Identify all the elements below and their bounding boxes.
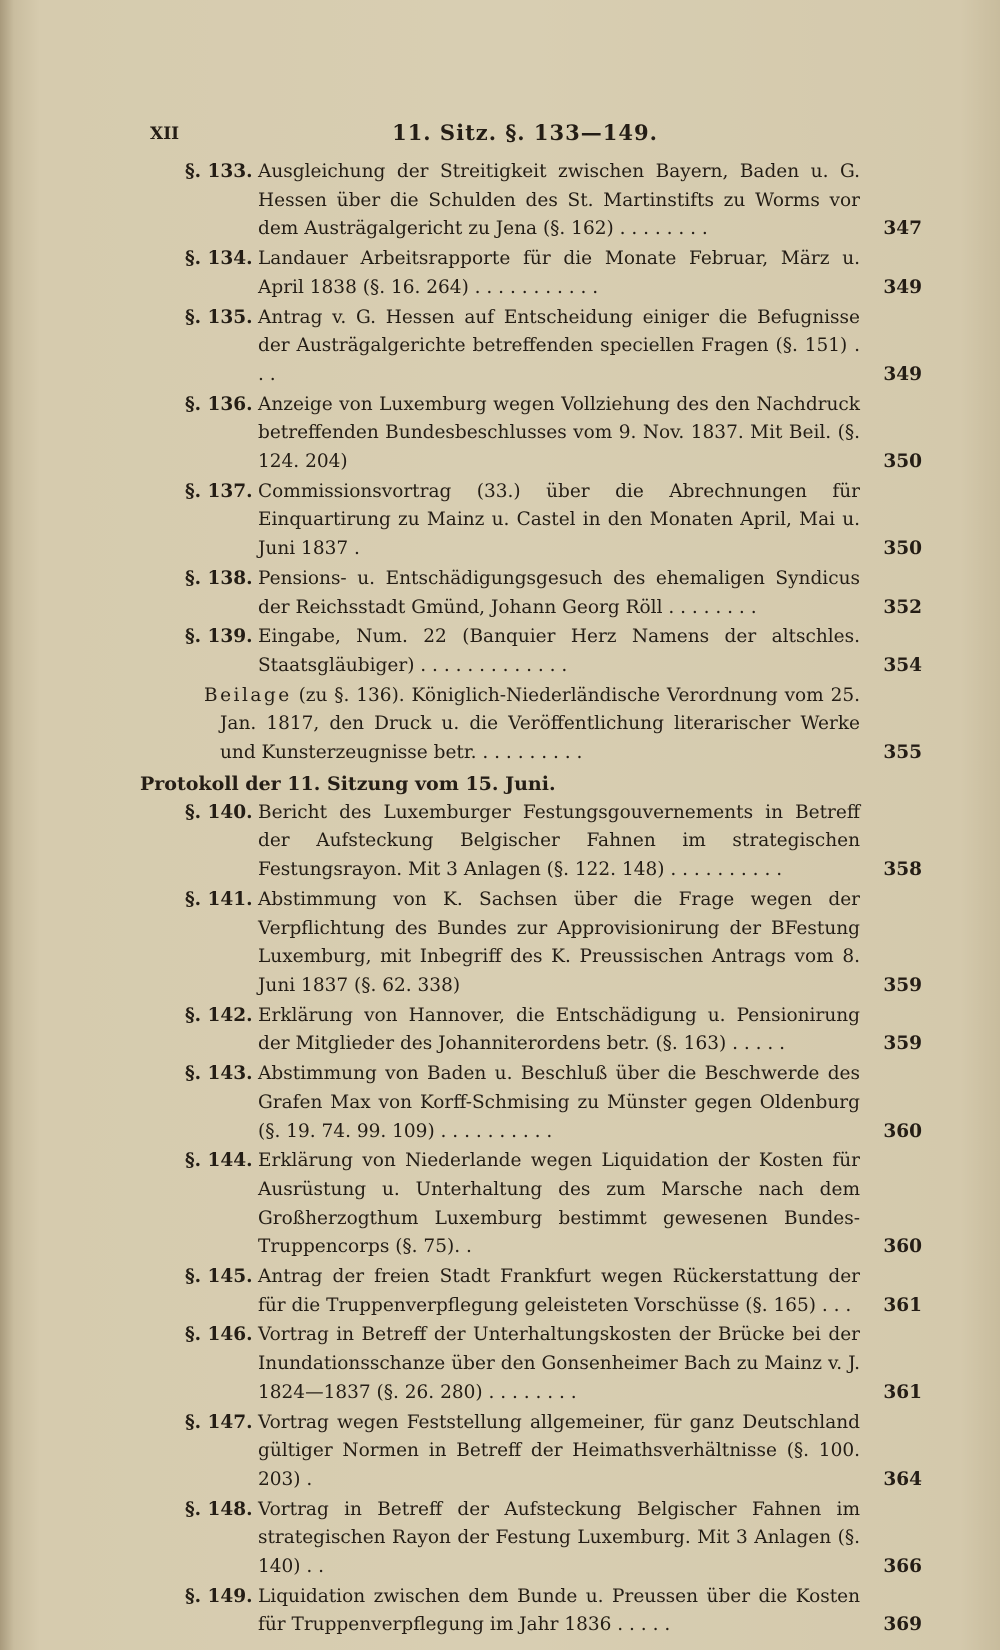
entry-page: 360 (883, 1236, 922, 1258)
entry-page: 350 (883, 538, 922, 560)
entry-page: 364 (883, 1468, 922, 1490)
toc-entry-134 (185, 245, 922, 302)
entry-text: Vortrag in Betreff der Aufsteckung Belgischer Fahnen im strategischen Rayon der Festung Luxemburg. Mit 3 Anlagen (§. 140) . . (258, 1498, 860, 1578)
section-number: §. 135. (185, 306, 253, 328)
entry-text: Pensions- u. Entschädigungsgesuch des ehemaligen Syndicus der Reichsstadt Gmünd, Johann Georg Röll . . . . . . . . (258, 567, 860, 618)
entry-text: Anzeige von Luxemburg wegen Vollziehung des den Nachdruck betreffenden Bundesbeschlusses vom 9. Nov. 1837. Mit Beil. (§. 124. 204) (258, 393, 860, 473)
entry-page: 347 (883, 218, 922, 240)
section-number: §. 146. (185, 1324, 253, 1346)
toc-entry-138 (185, 565, 922, 622)
toc-entry-146 (185, 1321, 922, 1407)
toc-entry-149 (185, 1583, 922, 1640)
toc-entry-143 (185, 1060, 922, 1146)
page-header (150, 120, 900, 150)
entry-text: Landauer Arbeitsrapporte für die Monate Februar, März u. April 1838 (§. 16. 264) . . . . . . . . . . . (258, 248, 860, 298)
entry-page: 359 (883, 1033, 922, 1055)
toc-entry-140 (185, 799, 922, 885)
toc-entry-133 (185, 158, 922, 244)
entry-text: Eingabe, Num. 22 (Banquier Herz Namens der altschles. Staatsgläubiger) . . . . . . . . . . . . . (258, 626, 860, 676)
beilage-text: (zu §. 136). Königlich-Niederländische Verordnung vom 25. Jan. 1817, den Druck u. die Veröffentlichung literarischer Werke und Kunsterzeugnisse betr. . . . . . . . . . (220, 684, 860, 764)
entry-text: Abstimmung von K. Sachsen über die Frage wegen der Verpflichtung des Bundes zur Approvisionirung der BFestung Luxemburg, mit Inbegriff des K. Preussischen Antrags vom 8. Juni 1837 (§. 62. 338) (258, 888, 860, 996)
protokoll-heading: Protokoll der 11. Sitzung vom 15. Juni. (140, 772, 556, 795)
page-number: XII (150, 124, 180, 144)
entry-text: Erklärung von Hannover, die Entschädigung u. Pensionirung der Mitglieder des Johanniterordens betr. (§. 163) . . . . . (258, 1004, 860, 1055)
section-number: §. 141. (185, 888, 253, 910)
toc-entry-144 (185, 1147, 922, 1262)
entry-text: Liquidation zwischen dem Bunde u. Preussen über die Kosten für Truppenverpflegung im Jahr 1836 . . . . . (258, 1585, 860, 1636)
section-number: §. 134. (185, 248, 253, 270)
section-number: §. 147. (185, 1411, 253, 1433)
section-number: §. 140. (185, 801, 253, 823)
section-number: §. 136. (185, 393, 253, 415)
toc-entry-139 (185, 623, 922, 680)
entry-text: Commissionsvortrag (33.) über die Abrechnungen für Einquartirung zu Mainz u. Castel in den Monaten April, Mai u. Juni 1837 . (258, 480, 860, 560)
toc-entry-148 (185, 1496, 922, 1582)
entry-text: Bericht des Luxemburger Festungsgouvernements in Betreff der Aufsteckung Belgischer Fahnen im strategischen Festungsrayon. Mit 3 Anlagen (§. 122. 148) . . . . . . . . . . (258, 801, 860, 881)
section-number: §. 138. (185, 567, 253, 589)
entry-page: 366 (883, 1556, 922, 1578)
entry-text: Antrag v. G. Hessen auf Entscheidung einiger die Befugnisse der Austrägalgerichte betreffenden speciellen Fragen (§. 151) . . . (258, 306, 860, 385)
entry-text: Antrag der freien Stadt Frankfurt wegen Rückerstattung der für die Truppenverpflegung geleisteten Vorschüsse (§. 165) . . . (258, 1266, 860, 1316)
toc-entry-147 (185, 1409, 922, 1495)
section-number: §. 137. (185, 480, 253, 502)
entry-page: 359 (883, 974, 922, 996)
entry-text: Vortrag wegen Feststellung allgemeiner, für ganz Deutschland gültiger Normen in Betreff der Heimathsverhältnisse (§. 100. 203) . (258, 1411, 860, 1490)
entry-page: 361 (883, 1294, 922, 1316)
section-number: §. 142. (185, 1004, 253, 1026)
entry-page: 360 (883, 1120, 922, 1142)
section-number: §. 133. (185, 161, 253, 182)
toc-entry-145 (185, 1263, 922, 1320)
toc-entry-142 (185, 1002, 922, 1059)
entry-page: 361 (883, 1381, 922, 1403)
table-of-contents (140, 158, 922, 1641)
entry-page: 369 (883, 1614, 922, 1636)
toc-entry-137 (185, 478, 922, 564)
entry-text: Abstimmung von Baden u. Beschluß über die Beschwerde des Grafen Max von Korff-Schmising zu Münster gegen Oldenburg (§. 19. 74. 99. 109) . . . . . . . . . . (258, 1063, 860, 1142)
entry-page: 349 (883, 363, 922, 385)
running-head: 11. Sitz. §. 133—149. (392, 120, 658, 145)
entry-text: Ausgleichung der Streitigkeit zwischen Bayern, Baden u. G. Hessen über die Schulden des St. Martinstifts zu Worms vor dem Austrägalgericht zu Jena (§. 162) . . . . . . . . (258, 161, 860, 240)
beilage-label: Beilage (204, 684, 292, 706)
toc-beilage (185, 682, 922, 768)
section-number: §. 143. (185, 1063, 253, 1085)
entry-page: 350 (883, 451, 922, 473)
toc-entry-136 (185, 391, 922, 477)
section-number: §. 148. (185, 1498, 253, 1520)
entry-page: 355 (883, 742, 922, 764)
entry-page: 358 (883, 859, 922, 881)
entry-page: 352 (883, 596, 922, 618)
entry-page: 349 (883, 276, 922, 298)
toc-entry-141 (185, 886, 922, 1001)
section-number: §. 144. (185, 1150, 253, 1172)
entry-text: Vortrag in Betreff der Unterhaltungskosten der Brücke bei der Inundationsschanze über den Gonsenheimer Bach zu Mainz v. J. 1824—1837 (§. 26. 280) . . . . . . . . (258, 1324, 860, 1403)
entry-text: Erklärung von Niederlande wegen Liquidation der Kosten für Ausrüstung u. Unterhaltung des zum Marsche nach dem Großherzogthum Luxemburg bestimmt gewesenen Bundes-Truppencorps (§. 75). . (258, 1150, 860, 1258)
section-number: §. 149. (185, 1585, 253, 1607)
toc-entry-135 (185, 304, 922, 390)
entry-page: 354 (883, 654, 922, 676)
section-number: §. 145. (185, 1266, 253, 1288)
section-number: §. 139. (185, 626, 253, 648)
